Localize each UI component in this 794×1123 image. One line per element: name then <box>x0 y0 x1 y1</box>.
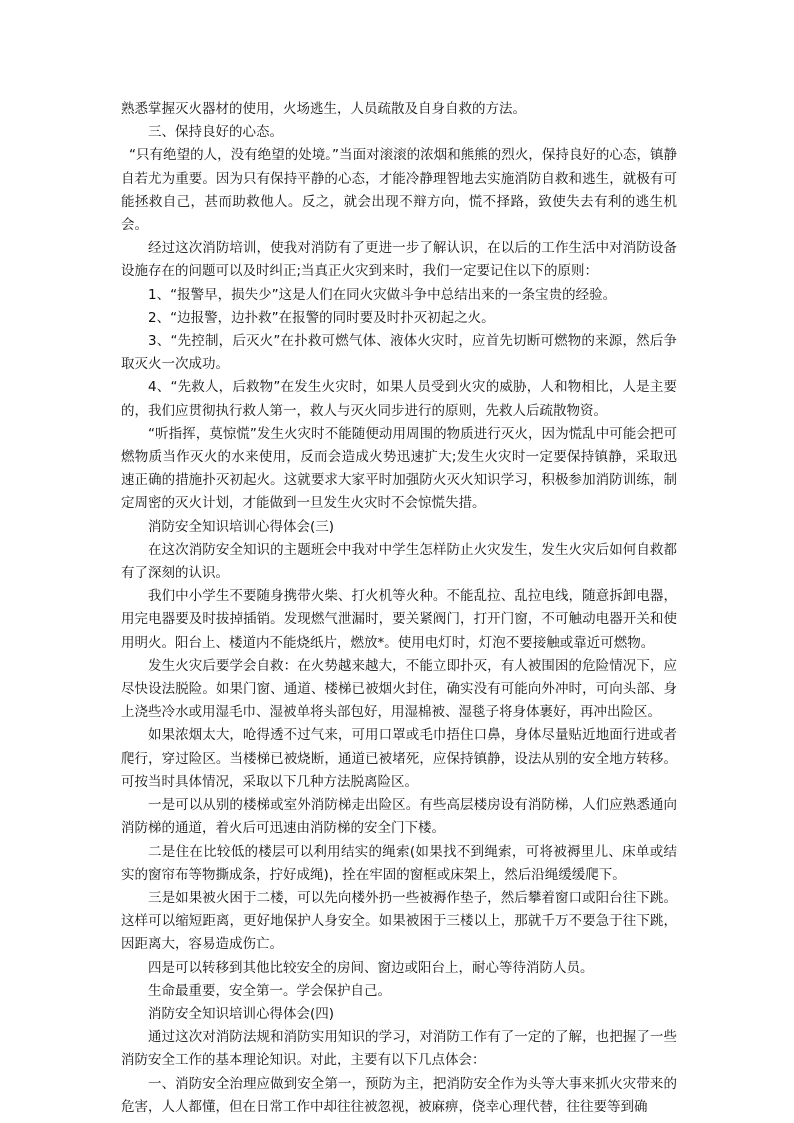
paragraph: “只有绝望的人，没有绝望的处境。”当面对滚滚的浓烟和熊熊的烈火，保持良好的心态，镇静自若尤为重要。因为只有保持平静的心态，才能冷静理智地去实施消防自救和逃生，就极有可能拯救自己，甚而助救他人。反之，就会出现不辩方向，慌不择路，致使失去有利的逃生机会。 <box>121 147 677 234</box>
paragraph: 如果浓烟太大，呛得透不过气来，可用口罩或毛巾捂住口鼻，身体尽量贴近地面行进或者爬行，穿过险区。当楼梯已被烧断，通道已被堵死，应保持镇静，设法从别的安全地方转移。可按当时具体情况，采取以下几种方法脱离险区。 <box>121 727 677 790</box>
paragraph: 消防安全知识培训心得体会(四) <box>148 1005 335 1022</box>
paragraph: 4、“先救人，后救物”在发生火灾时，如果人员受到火灾的威胁，人和物相比，人是主要的，我们应贯彻执行救人第一，救人与灭火同步进行的原则，先救人后疏散物资。 <box>121 379 677 419</box>
paragraph: 发生火灾后要学会自救：在火势越来越大，不能立即扑灭，有人被围困的危险情况下，应尽快设法脱险。如果门窗、通道、楼梯已被烟火封住，确实没有可能向外冲时，可向头部、身上浇些冷水或用湿毛巾、湿被单将头部包好，用湿棉被、湿毯子将身体裹好，再冲出险区。 <box>121 657 677 721</box>
paragraph: 二是住在比较低的楼层可以利用结实的绳索(如果找不到绳索，可将被褥里儿、床单或结实的窗帘布等物撕成条，拧好成绳)，拴在牢固的窗框或床架上，然后沿绳缓缓爬下。 <box>121 843 677 883</box>
paragraph: 3、“先控制，后灭火”在扑救可燃气体、液体火灾时，应首先切断可燃物的来源，然后争取灭火一次成功。 <box>121 333 677 373</box>
paragraph: 一是可以从别的楼梯或室外消防梯走出险区。有些高层楼房设有消防梯，人们应熟悉通向消防梯的通道，着火后可迅速由消防梯的安全门下楼。 <box>121 797 677 837</box>
paragraph: 2、“边报警，边扑救”在报警的同时要及时扑灭初起之火。 <box>148 309 495 326</box>
paragraph: 在这次消防安全知识的主题班会中我对中学生怎样防止火灾发生，发生火灾后如何自救都有了深刻的认识。 <box>121 541 677 582</box>
paragraph: 三是如果被火困于二楼，可以先向楼外扔一些被褥作垫子，然后攀着窗口或阳台往下跳。这样可以缩短距离，更好地保护人身安全。如果被困于三楼以上，那就千万不要急于往下跳，因距离大，容易造成伤亡。 <box>121 889 677 953</box>
paragraph: 1、“报警早，损失少”这是人们在同火灾做斗争中总结出来的一条宝贵的经验。 <box>148 286 617 303</box>
paragraph: 四是可以转移到其他比较安全的房间、窗边或阳台上，耐心等待消防人员。 <box>148 959 594 976</box>
document-body <box>121 98 677 1119</box>
paragraph: 熟悉掌握灭火器材的使用，火场逃生，人员疏散及自身自救的方法。 <box>121 101 526 117</box>
paragraph: “听指挥，莫惊慌”发生火灾时不能随便动用周围的物质进行灭火，因为慌乱中可能会把可燃物质当作灭火的水来使用，反而会造成火势迅速扩大;发生火灾时一定要保持镇静，采取迅速正确的措施扑灭初起火。这就要求大家平时加强防火灭火知识学习，积极参加消防训练，制定周密的灭火计划，才能做到一旦发生火灾时不会惊慌失措。 <box>121 425 677 512</box>
paragraph: 三、保持良好的心态。 <box>148 124 283 141</box>
paragraph: 通过这次对消防法规和消防实用知识的学习，对消防工作有了一定的了解，也把握了一些消防安全工作的基本理论知识。对此，主要有以下几点体会： <box>121 1029 677 1069</box>
paragraph: 一、消防安全治理应做到安全第一，预防为主，把消防安全作为头等大事来抓火灾带来的危害，人人都懂，但在日常工作中却往往被忽视，被麻痹，侥幸心理代替，往往要等到确 <box>121 1075 677 1115</box>
paragraph: 生命最重要，安全第一。学会保护自己。 <box>148 982 391 999</box>
paragraph: 我们中小学生不要随身携带火柴、打火机等火种。不能乱拉、乱拉电线，随意拆卸电器，用完电器要及时拔掉插销。发现燃气泄漏时，要关紧阀门，打开门窗，不可触动电器开关和使用明火。阳台上、楼道内不能烧纸片，燃放*。使用电灯时，灯泡不要接触或靠近可燃物。 <box>121 588 677 651</box>
paragraph: 经过这次消防培训，使我对消防有了更进一步了解认识，在以后的工作生活中对消防设备设施存在的问题可以及时纠正;当真正火灾到来时，我们一定要记住以下的原则： <box>121 240 677 280</box>
paragraph: 消防安全知识培训心得体会(三) <box>148 518 335 535</box>
